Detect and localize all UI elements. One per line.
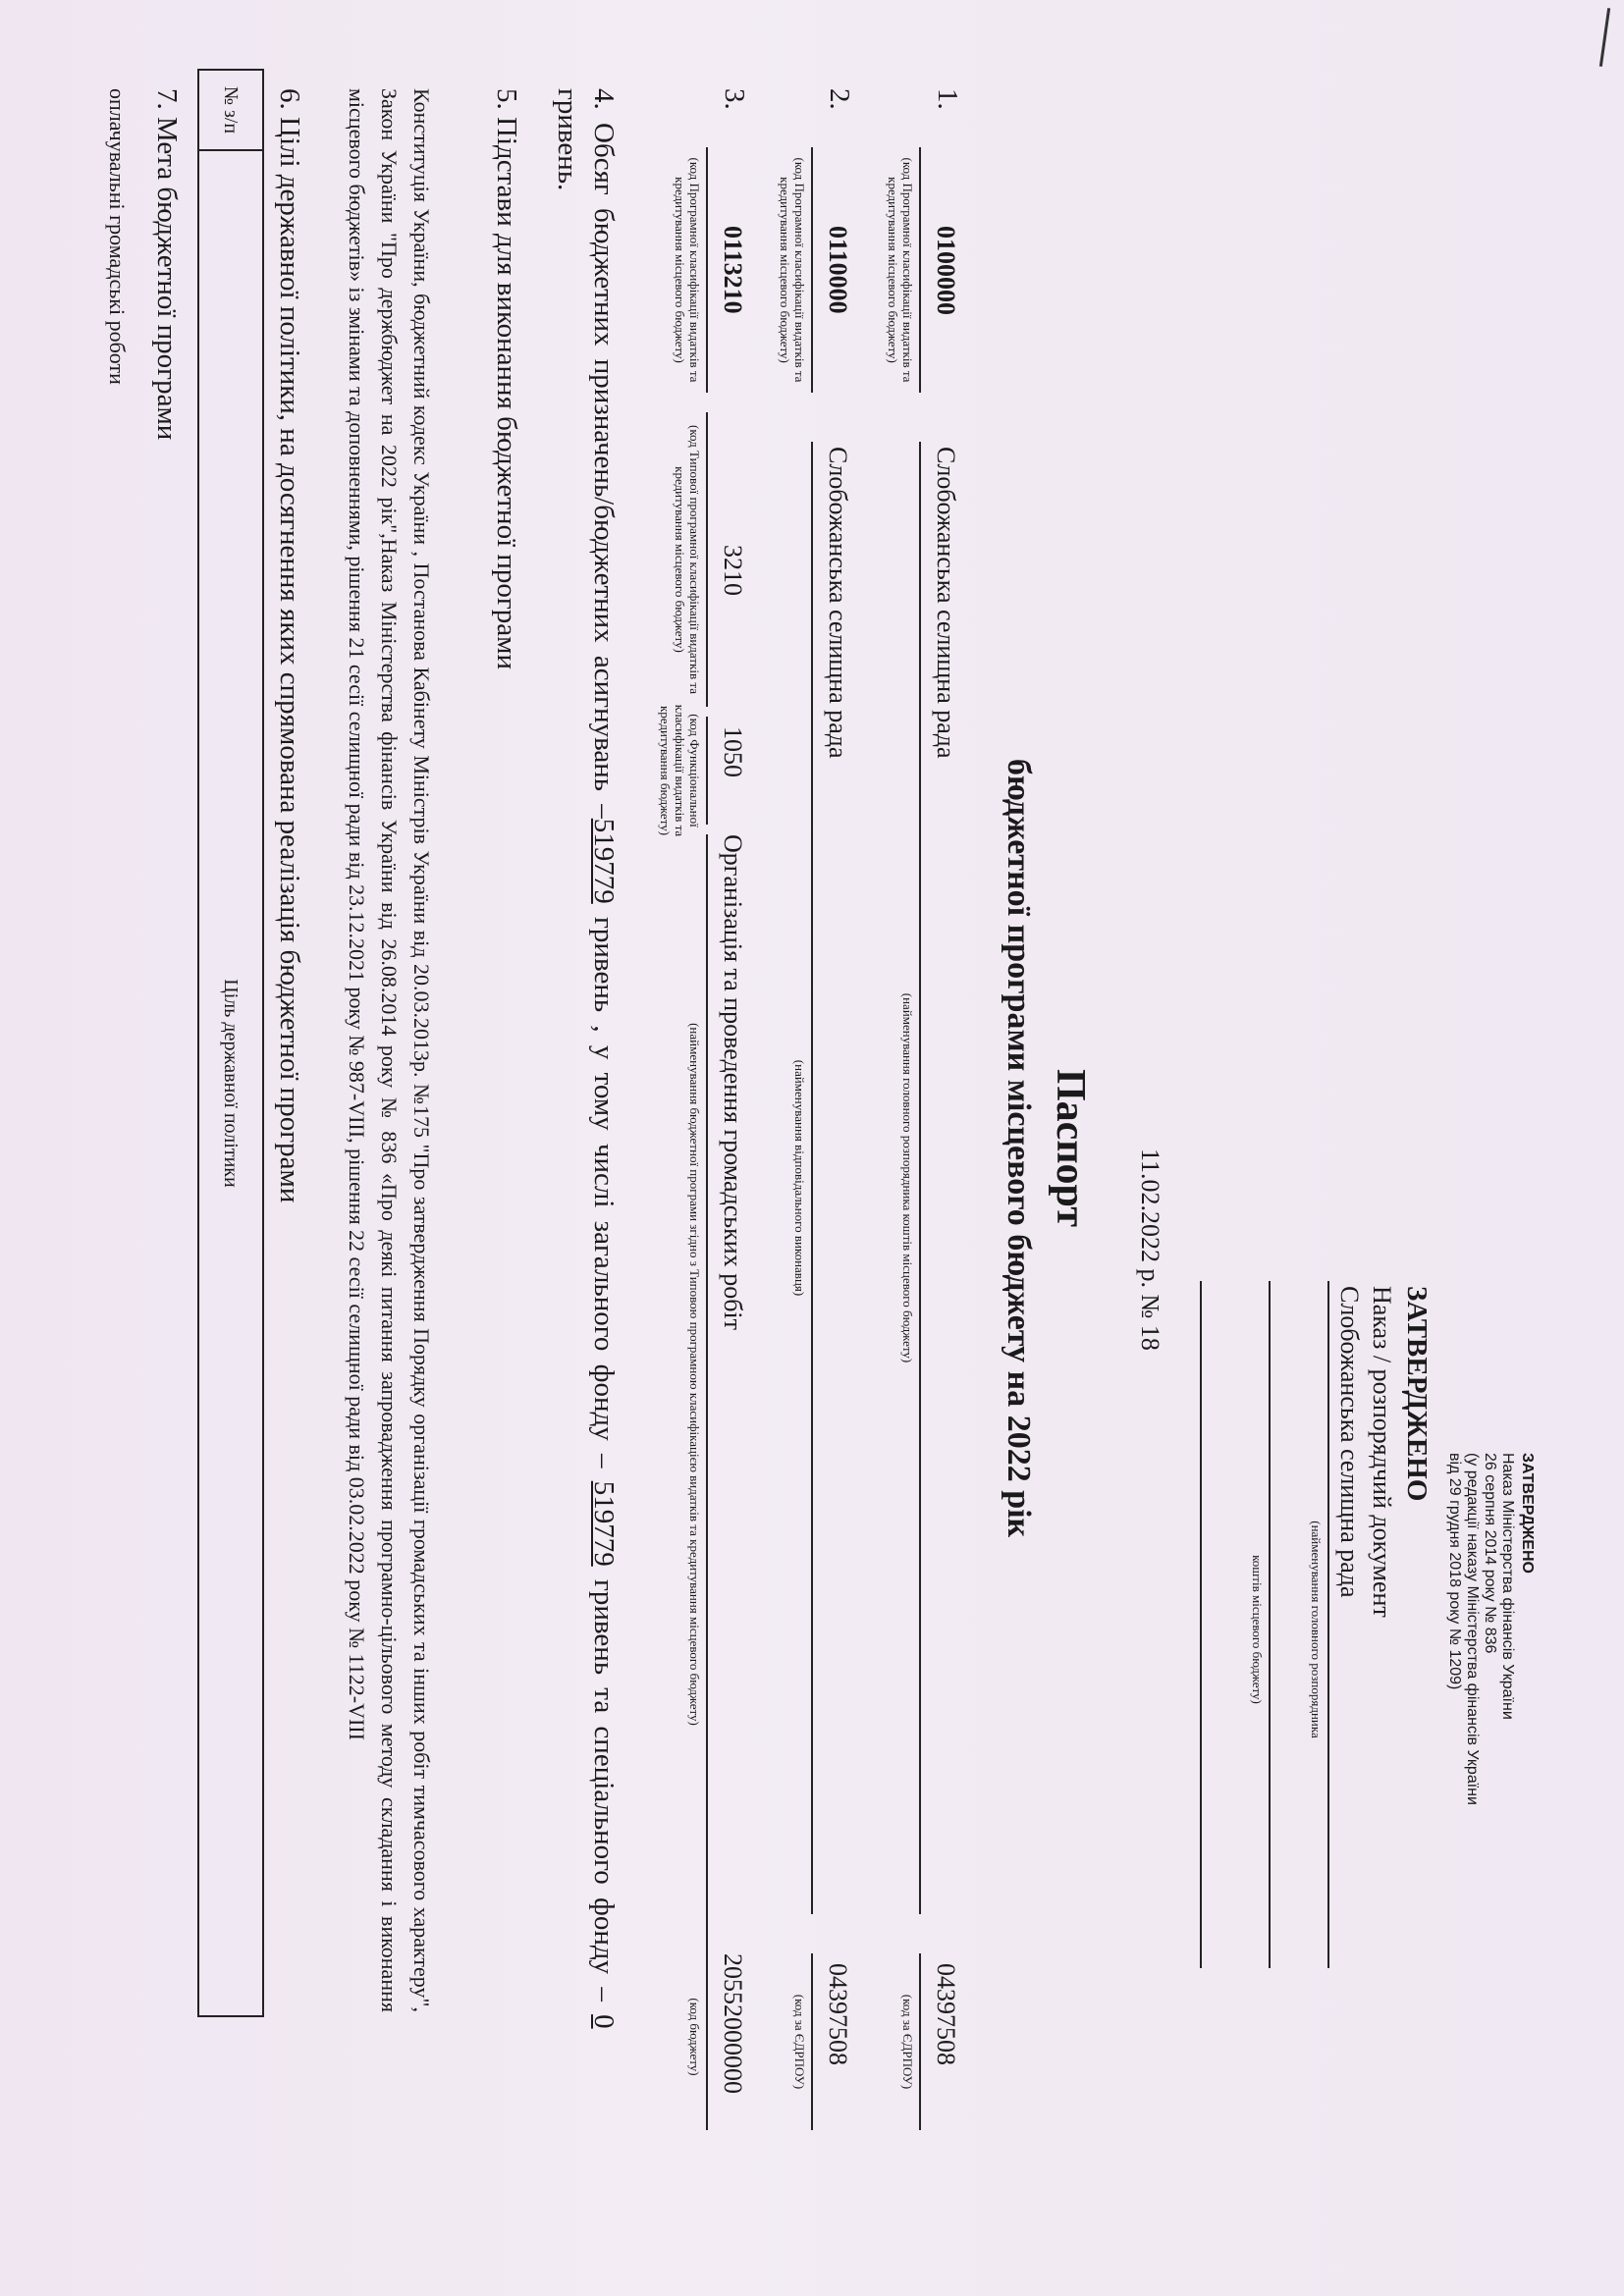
underline <box>1327 1281 1329 1968</box>
approval-org-caption: (найменування головного розпорядника <box>1309 1521 1324 1738</box>
underline <box>706 147 708 393</box>
row-name: Слобожанська селищна рада <box>932 447 960 759</box>
stamp-line: від 29 грудня 2018 року № 1209) <box>1446 1453 1463 1690</box>
goals-table <box>197 69 264 2017</box>
row-number: 2. <box>824 88 855 110</box>
row-budget-code: 20552000000 <box>719 1953 747 2094</box>
section-7-title: 7. Мета бюджетної програми <box>151 88 183 441</box>
row-functional-caption: (код Функціональної класифікації видатків та кредитування бюджету) <box>658 704 702 837</box>
section-4-end: гривень. <box>552 88 583 191</box>
approval-doc-type: Наказ / розпорядчий документ <box>1368 1286 1396 1618</box>
approval-org-caption2: коштів місцевого бюджету) <box>1250 1555 1265 1704</box>
underline <box>1269 1281 1271 1968</box>
underline <box>919 147 921 393</box>
row-number: 1. <box>932 88 963 110</box>
underline <box>1200 1281 1202 1968</box>
underline <box>706 717 708 825</box>
underline <box>811 442 813 1914</box>
row-name: Організація та проведення громадських робіт <box>719 834 747 1331</box>
underline <box>811 1953 813 2130</box>
underline <box>919 1953 921 2130</box>
row-code: 0110000 <box>824 226 852 314</box>
row-name-caption: (найменування головного розпорядника коштів місцевого бюджету) <box>900 992 915 1363</box>
stamp-line: (у редакції наказу Міністерства фінансів України <box>1464 1453 1481 1805</box>
section-7-body: оплачувальні громадські роботи <box>105 88 130 385</box>
section-4-text: гривень та спеціального фонду – <box>588 1566 620 2002</box>
row-code: 0113210 <box>719 226 747 314</box>
amount-general: 519779 <box>588 1480 620 1567</box>
row-typical-caption: (код Типової програмної класифікації видатків та кредитування місцевого бюджету) <box>673 425 702 694</box>
row-code-caption: (код Програмної класифікації видатків та кредитування місцевого бюджету) <box>673 157 702 383</box>
row-code-caption: (код Програмної класифікації видатків та кредитування місцевого бюджету) <box>886 157 915 383</box>
row-functional-code: 1050 <box>719 726 747 777</box>
row-name: Слобожанська селищна рада <box>824 447 852 759</box>
row-name-caption: (найменування відповідального виконавця) <box>792 1059 807 1297</box>
row-code-caption: (код Програмної класифікації видатків та кредитування місцевого бюджету) <box>778 157 807 383</box>
underline <box>919 442 921 1914</box>
amount-total: 519779 <box>588 818 620 904</box>
goals-col-num: № з/п <box>198 70 263 150</box>
row-typical-code: 3210 <box>719 545 747 596</box>
row-edrpou-caption: (код за ЄДРПОУ) <box>900 1994 915 2090</box>
passport-subtitle: бюджетної програми місцевого бюджету на 2022 рік <box>1001 758 1037 1538</box>
row-number: 3. <box>719 88 750 110</box>
stamp-line: Наказ Міністерства фінансів України <box>1499 1453 1516 1720</box>
section-5-title: 5. Підстави для виконання бюджетної програми <box>491 88 522 670</box>
amount-special: 0 <box>588 2014 620 2029</box>
section-4-line <box>587 88 620 2052</box>
section-4-text: гривень , у тому числі загального фонду – <box>588 903 620 1468</box>
underline <box>811 147 813 393</box>
underline <box>706 412 708 707</box>
section-6-title: 6. Цілі державної політики, на досягнення яких спрямована реалізація бюджетної програми <box>274 88 305 1203</box>
approval-date-number: 11.02.2022 р. № 18 <box>1136 1148 1164 1351</box>
section-5-body: Конституція України, бюджетний кодекс України , Постанова Кабінету Міністрів України від 20.03.2013р. №175 "Про затвердження Порядку організації громадських та інших робіт тимчасового характеру", Закон України "Про держбюджет на 2022 рік",Наказ Міністерства фінансів України від 26.08.2014 року № 836 «Про деякі питання запровадження програмно-цільового методу складання і виконання місцевого бюджетів» із змінами та доповненнями, рішення 21 сесії селищної ради від 23.12.2021 року № 987-VIII, рішення 22 сесії селищної ради від 03.02.2022 року № 1122-VIII <box>345 88 434 2012</box>
passport-title: Паспорт <box>1048 1069 1093 1227</box>
row-edrpou-caption: (код за ЄДРПОУ) <box>792 1994 807 2090</box>
goals-col-goal: Ціль державної політики <box>198 150 263 2016</box>
underline <box>706 1944 708 2130</box>
stamp-title: ЗАТВЕРДЖЕНО <box>1519 1453 1536 1574</box>
row-budget-caption: (код бюджету) <box>687 1998 702 2076</box>
approval-org: Слобожанська селищна рада <box>1335 1286 1364 1598</box>
row-code: 0100000 <box>932 226 960 315</box>
section-4-text: 4. Обсяг бюджетних призначень/бюджетних асигнувань – <box>588 88 620 819</box>
stamp-line: 26 серпня 2014 року № 836 <box>1482 1453 1498 1654</box>
underline <box>706 834 708 1944</box>
row-name-caption: (найменування бюджетної програми згідно з Типовою програмною класифікацією видатків та кредитування місцевого бюджету) <box>687 1023 702 1726</box>
row-edrpou: 04397508 <box>824 1963 852 2065</box>
row-edrpou: 04397508 <box>932 1963 960 2065</box>
approval-title: ЗАТВЕРДЖЕНО <box>1401 1286 1433 1502</box>
